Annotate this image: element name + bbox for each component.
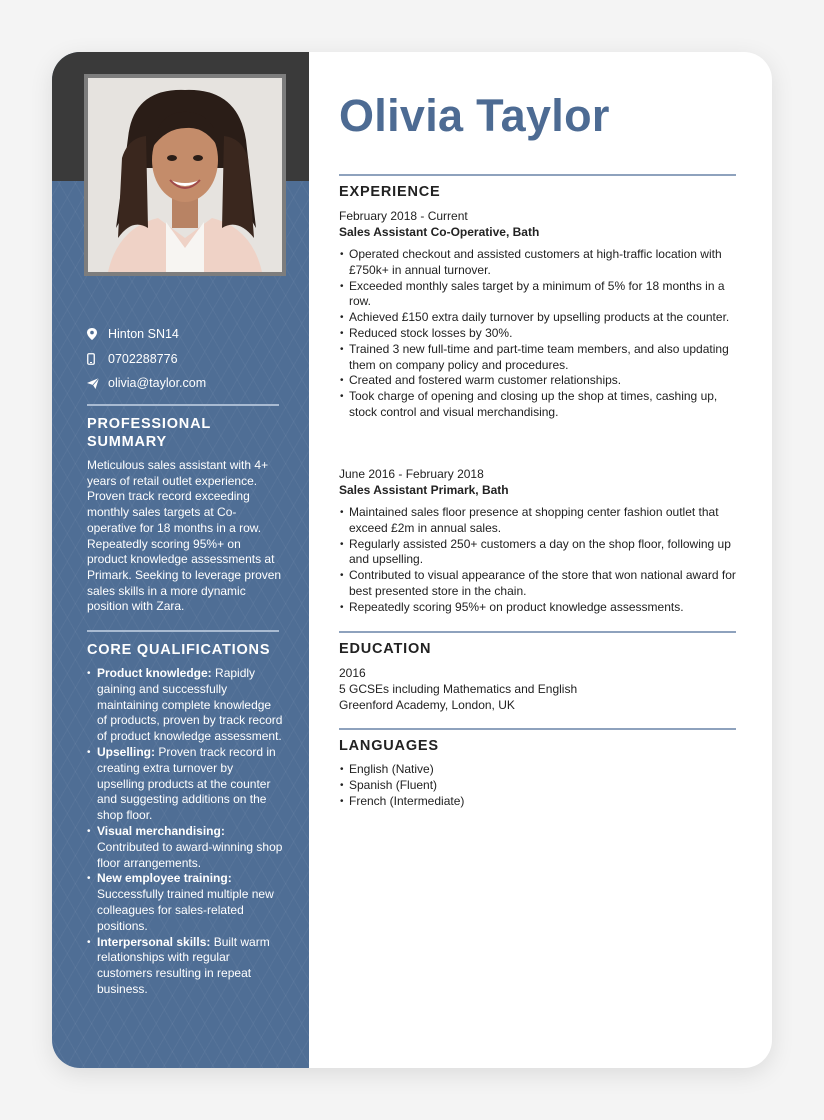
list-item: • Maintained sales floor presence at shopping center fashion outlet that exceed £2m in annual sales.: [339, 505, 739, 537]
list-item: • Contributed to visual appearance of the store that won national award for best presented store in the chain.: [339, 568, 739, 600]
list-item: [87, 935, 283, 998]
list-item: • Created and fostered warm customer relationships.: [339, 373, 739, 389]
summary-heading: PROFESSIONAL SUMMARY: [87, 416, 211, 450]
list-item: • Exceeded monthly sales target by a minimum of 5% for 18 months in a row.: [339, 279, 739, 311]
qualification-text: Contributed to award-winning shop floor arrangements.: [97, 839, 283, 870]
list-item: • Repeatedly scoring 95%+ on product knowledge assessments.: [339, 600, 739, 616]
qualification-text: Built warm relationships with regular customers resulting in repeat business.: [97, 934, 270, 996]
experience-heading: EXPERIENCE: [339, 184, 441, 200]
paper-plane-icon: [87, 378, 108, 389]
qualification-title: Interpersonal skills:: [97, 934, 211, 949]
location-text: Hinton SN14: [108, 327, 179, 342]
qualifications-list: [87, 666, 283, 998]
languages-list: [339, 762, 739, 809]
map-pin-icon: [87, 328, 108, 340]
languages-heading: LANGUAGES: [339, 738, 439, 754]
profile-photo: [88, 78, 282, 272]
job-bullets: [339, 505, 739, 616]
candidate-name: Olivia Taylor: [339, 90, 610, 141]
job-title: Sales Assistant Co-Operative, Bath: [339, 225, 540, 239]
section-divider: [339, 728, 736, 730]
list-item: • English (Native): [339, 762, 739, 778]
list-item: [87, 824, 283, 871]
list-item: • Operated checkout and assisted customers at high-traffic location with £750k+ in annual turnover.: [339, 247, 739, 279]
contact-location: [87, 322, 287, 347]
contact-phone: [87, 347, 287, 372]
sidebar-divider: [87, 404, 279, 406]
list-item: • Trained 3 new full-time and part-time team members, and also updating them on company policy and procedures.: [339, 342, 739, 374]
list-item: • Reduced stock losses by 30%.: [339, 326, 739, 342]
smartphone-icon: [87, 353, 108, 365]
qualification-title: Upselling:: [97, 744, 156, 759]
sidebar-divider: [87, 630, 279, 632]
contact-info: [87, 322, 287, 396]
education-year: 2016: [339, 666, 366, 680]
summary-text: Meticulous sales assistant with 4+ years of retail outlet experience. Proven track record exceeding monthly sales targets at Co-operative for 18 months in a row. Repeatedly scoring 95%+ on product knowledge assessments at Primark. Seeking to leverage proven sales skills in a more dynamic position with Zara.: [87, 458, 282, 614]
sidebar: [52, 52, 309, 1068]
list-item: • Spanish (Fluent): [339, 778, 739, 794]
list-item: • Took charge of opening and closing up the shop at times, cashing up, stock control and visual merchandising.: [339, 389, 739, 421]
qualification-title: Product knowledge:: [97, 666, 212, 680]
list-item: [87, 745, 283, 824]
list-item: [87, 666, 283, 745]
email-text: olivia@taylor.com: [108, 376, 207, 391]
list-item: • French (Intermediate): [339, 794, 739, 810]
section-divider: [339, 174, 736, 176]
education-heading: EDUCATION: [339, 641, 432, 657]
qualification-text: Proven track record in creating extra turnover by upselling products at the counter and suggesting additions on the shop floor.: [97, 744, 276, 823]
list-item: • Achieved £150 extra daily turnover by upselling products at the counter.: [339, 310, 739, 326]
qualifications-heading: CORE QUALIFICATIONS: [87, 642, 271, 658]
list-item: • Regularly assisted 250+ customers a day on the shop floor, following up and upselling.: [339, 537, 739, 569]
job-bullets: [339, 247, 739, 421]
contact-email: [87, 371, 287, 396]
qualification-title: New employee training:: [97, 871, 232, 886]
section-divider: [339, 631, 736, 633]
education-qualification: 5 GCSEs including Mathematics and English: [339, 682, 578, 696]
resume-card: [52, 52, 772, 1068]
profile-photo-frame: [84, 74, 286, 276]
qualification-text: Rapidly gaining and successfully maintaining complete knowledge of products, proven by track record of product knowledge assessment.: [97, 666, 283, 744]
job-dates: February 2018 - Current: [339, 209, 468, 223]
qualification-text: Successfully trained multiple new colleagues for sales-related positions.: [97, 887, 274, 933]
phone-text: 0702288776: [108, 351, 178, 366]
job-title: Sales Assistant Primark, Bath: [339, 483, 509, 497]
education-school: Greenford Academy, London, UK: [339, 698, 515, 712]
qualification-title: Visual merchandising:: [97, 823, 225, 838]
list-item: [87, 871, 283, 934]
job-dates: June 2016 - February 2018: [339, 467, 484, 481]
